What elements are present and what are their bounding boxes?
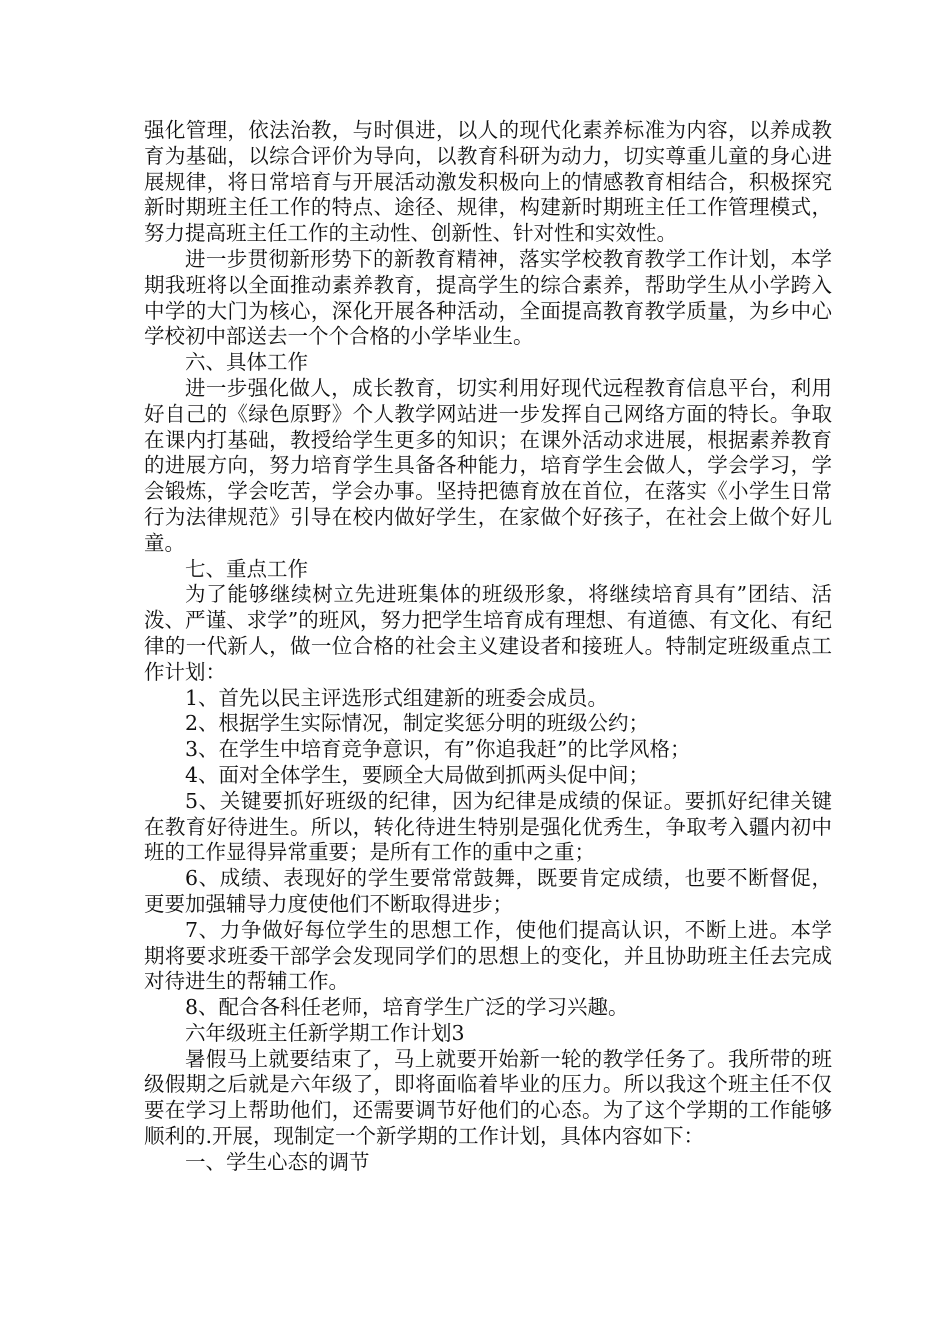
document-page	[144, 118, 832, 1176]
list-item-2: 2、根据学生实际情况，制定奖惩分明的班级公约；	[185, 711, 650, 736]
paragraph-specific-work: 进一步强化做人，成长教育，切实利用好现代远程教育信息平台，利用好自己的《绿色原野》个人教学网站进一步发挥自己网络方面的特长。争取在课内打基础，教授给学生更多的知识；在课外活动求进展，根据素养教育的进展方向，努力培育学生具备各种能力，培育学生会做人，学会学习，学会锻炼，学会吃苦，学会办事。坚持把德育放在首位，在落实《小学生日常行为法律规范》引导在校内做好学生，在家做个好孩子，在社会上做个好儿童。	[144, 375, 832, 555]
section-heading-student-mindset: 一、学生心态的调节	[185, 1149, 370, 1174]
paragraph-key-work-intro: 为了能够继续树立先进班集体的班级形象，将继续培育具有”团结、活泼、严谨、求学”的班风，努力把学生培育成有理想、有道德、有文化、有纪律的一代新人，做一位合格的社会主义建设者和接班人。特制定班级重点工作计划：	[144, 582, 832, 684]
section-heading-key-work: 七、重点工作	[185, 556, 308, 581]
list-item-8: 8、配合各科任老师，培育学生广泛的学习兴趣。	[185, 995, 629, 1020]
list-item-7: 7、力争做好每位学生的思想工作，使他们提高认识，不断上进。本学期将要求班委干部学会发现同学们的思想上的变化，并且协助班主任去完成对待进生的帮辅工作。	[144, 917, 832, 994]
list-item-1: 1、首先以民主评选形式组建新的班委会成员。	[185, 685, 609, 710]
list-item-3: 3、在学生中培育竞争意识，有”你追我赶”的比学风格；	[185, 737, 691, 762]
section-heading-specific-work: 六、具体工作	[185, 350, 308, 375]
paragraph-semester-focus: 进一步贯彻新形势下的新教育精神，落实学校教育教学工作计划，本学期我班将以全面推动素养教育，提高学生的综合素养，帮助学生从小学跨入中学的大门为核心，深化开展各种活动，全面提高教育教学质量，为乡中心学校初中部送去一个个合格的小学毕业生。	[144, 246, 832, 349]
paragraph-management-goals: 强化管理，依法治教，与时俱进，以人的现代化素养标准为内容，以养成教育为基础，以综合评价为导向，以教育科研为动力，切实尊重儿童的身心进展规律，将日常培育与开展活动激发积极向上的情感教育相结合，积极探究新时期班主任工作的特点、途径、规律，构建新时期班主任工作管理模式，努力提高班主任工作的主动性、创新性、针对性和实效性。	[144, 118, 832, 246]
list-item-4: 4、面对全体学生，要顾全大局做到抓两头促中间；	[185, 762, 650, 787]
plan-3-title: 六年级班主任新学期工作计划3	[185, 1020, 465, 1045]
list-item-6: 6、成绩、表现好的学生要常常鼓舞，既要肯定成绩，也要不断督促，更要加强辅导力度使他们不断取得进步；	[144, 866, 832, 916]
paragraph-plan-3-intro: 暑假马上就要结束了，马上就要开始新一轮的教学任务了。我所带的班级假期之后就是六年级了，即将面临着毕业的压力。所以我这个班主任不仅要在学习上帮助他们，还需要调节好他们的心态。为了这个学期的工作能够顺利的.开展，现制定一个新学期的工作计划，具体内容如下：	[144, 1046, 832, 1149]
list-item-5: 5、关键要抓好班级的纪律，因为纪律是成绩的保证。要抓好纪律关键在教育好待进生。所以，转化待进生特别是强化优秀生，争取考入疆内初中班的工作显得异常重要；是所有工作的重中之重；	[144, 788, 832, 865]
